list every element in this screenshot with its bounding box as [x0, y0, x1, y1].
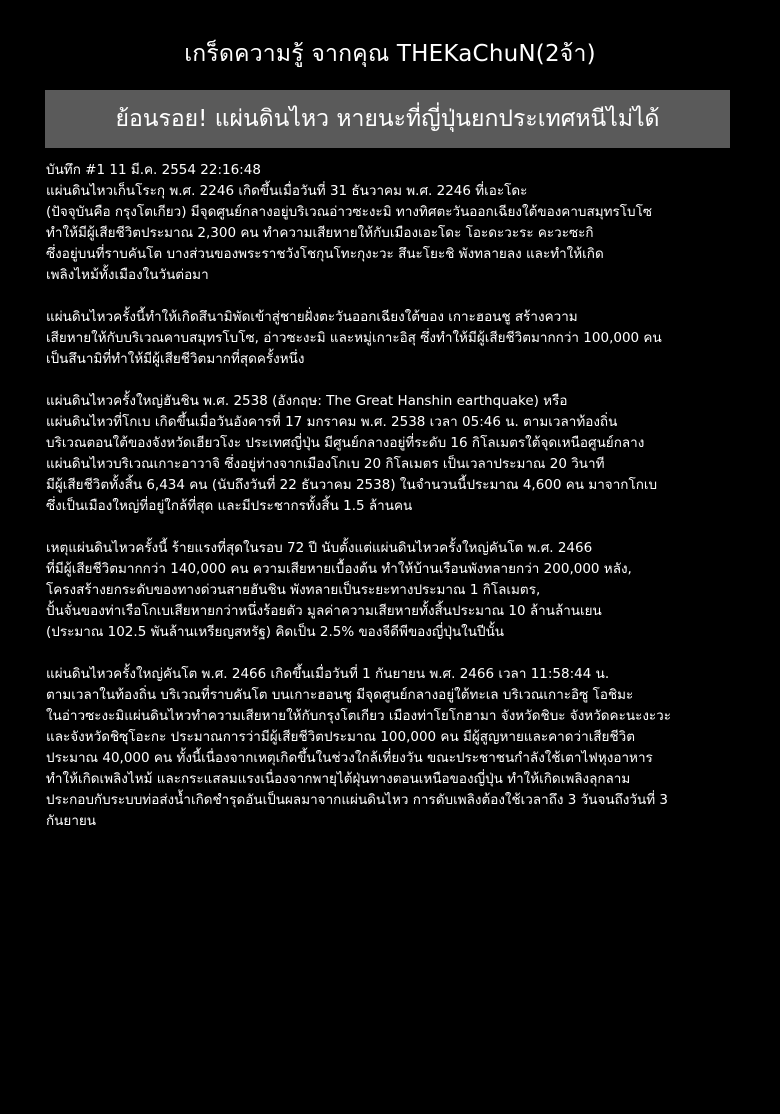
page-header: เกร็ดความรู้ จากคุณ THEKaChuN(2จ้า) — [184, 41, 596, 67]
note-line: บันทึก #1 11 มี.ค. 2554 22:16:48 — [46, 162, 261, 178]
paragraph-2 — [46, 307, 771, 370]
text-line: ทำให้เกิดเพลิงไหม้ และกระแสลมแรงเนื่องจากพายุไต้ฝุ่นทางตอนเหนือของญี่ปุ่น ทำให้เกิดเพลิงลุกลาม — [46, 771, 631, 787]
article-body — [46, 160, 771, 832]
text-line: มีผู้เสียชีวิตทั้งสิ้น 6,434 คน (นับถึงวันที่ 22 ธันวาคม 2538) ในจำนวนนี้ประมาณ 4,600 คน มาจากโกเบ — [46, 477, 658, 493]
paragraph-4 — [46, 538, 771, 643]
text-line: ปั้นจั่นของท่าเรือโกเบเสียหายกว่าหนึ่งร้อยตัว มูลค่าความเสียหายทั้งสิ้นประมาณ 10 ล้านล้านเยน — [46, 603, 602, 619]
text-line: (ประมาณ 102.5 พันล้านเหรียญสหรัฐ) คิดเป็น 2.5% ของจีดีพีของญี่ปุ่นในปีนั้น — [46, 624, 505, 640]
text-line: ประกอบกับระบบท่อส่งน้ำเกิดชำรุดอันเป็นผลมาจากแผ่นดินไหว การดับเพลิงต้องใช้เวลาถึง 3 วันจนถึงวันที่ 3 — [46, 792, 668, 808]
text-line: (ปัจจุบันคือ กรุงโตเกียว) มีจุดศูนย์กลางอยู่บริเวณอ่าวซะงะมิ ทางทิศตะวันออกเฉียงใต้ของคาบสมุทรโบโซ — [46, 204, 652, 220]
text-line: แผ่นดินไหวครั้งใหญ่คันโต พ.ศ. 2466 เกิดขึ้นเมื่อวันที่ 1 กันยายน พ.ศ. 2466 เวลา 11:58:44 น. — [46, 666, 610, 682]
text-line: ตามเวลาในท้องถิ่น บริเวณที่ราบคันโต บนเกาะฮอนชู มีจุดศูนย์กลางอยู่ใต้ทะเล บริเวณเกาะอิซู โอชิมะ — [46, 687, 634, 703]
text-line: บริเวณตอนใต้ของจังหวัดเฮียวโงะ ประเทศญี่ปุ่น มีศูนย์กลางอยู่ที่ระดับ 16 กิโลเมตรใต้จุดเหนือศูนย์กลาง — [46, 435, 645, 451]
paragraph-1 — [46, 160, 771, 286]
text-line: แผ่นดินไหวครั้งนี้ทำให้เกิดสึนามิพัดเข้าสู่ชายฝั่งตะวันออกเฉียงใต้ของ เกาะฮอนชู สร้างความ — [46, 309, 578, 325]
text-line: เพลิงไหม้ทั้งเมืองในวันต่อมา — [46, 267, 209, 283]
text-line: โครงสร้างยกระดับของทางด่วนสายฮันชิน พังทลายเป็นระยะทางประมาณ 1 กิโลเมตร, — [46, 582, 541, 598]
text-line: ซึ่งเป็นเมืองใหญ่ที่อยู่ใกล้ที่สุด และมีประชากรทั้งสิ้น 1.5 ล้านคน — [46, 498, 413, 514]
article-title: ย้อนรอย! แผ่นดินไหว หายนะที่ญี่ปุ่นยกประเทศหนีไม่ได้ — [115, 106, 660, 132]
text-line: แผ่นดินไหวเก็นโระกุ พ.ศ. 2246 เกิดขึ้นเมื่อวันที่ 31 ธันวาคม พ.ศ. 2246 ที่เอะโดะ — [46, 183, 528, 199]
paragraph-5 — [46, 664, 771, 832]
text-line: ทำให้มีผู้เสียชีวิตประมาณ 2,300 คน ทำความเสียหายให้กับเมืองเอะโดะ โอะดะวะระ คะวะซะกิ — [46, 225, 594, 241]
text-line: และจังหวัดชิซุโอะกะ ประมาณการว่ามีผู้เสียชีวิตประมาณ 100,000 คน มีผู้สูญหายและคาดว่าเสียชีวิต — [46, 729, 635, 745]
text-line: แผ่นดินไหวครั้งใหญ่ฮันชิน พ.ศ. 2538 (อังกฤษ: The Great Hanshin earthquake) หรือ — [46, 393, 568, 409]
text-line: เหตุแผ่นดินไหวครั้งนี้ ร้ายแรงที่สุดในรอบ 72 ปี นับตั้งแต่แผ่นดินไหวครั้งใหญ่คันโต พ.ศ. 2466 — [46, 540, 593, 556]
text-line: กันยายน — [46, 813, 97, 829]
text-line: เสียหายให้กับบริเวณคาบสมุทรโบโซ, อ่าวซะงะมิ และหมู่เกาะอิสุ ซึ่งทำให้มีผู้เสียชีวิตมากกว่า 100,000 คน — [46, 330, 662, 346]
text-line: แผ่นดินไหวที่โกเบ เกิดขึ้นเมื่อวันอังคารที่ 17 มกราคม พ.ศ. 2538 เวลา 05:46 น. ตามเวลาท้องถิ่น — [46, 414, 618, 430]
title-bar — [45, 90, 730, 148]
text-line: ซึ่งอยู่บนที่ราบคันโต บางส่วนของพระราชวังโชกุนโทะกุงะวะ สึนะโยะชิ พังทลายลง และทำให้เกิด — [46, 246, 604, 262]
text-line: เป็นสึนามิที่ทำให้มีผู้เสียชีวิตมากที่สุดครั้งหนึ่ง — [46, 351, 305, 367]
paragraph-3 — [46, 391, 771, 517]
text-line: ที่มีผู้เสียชีวิตมากกว่า 140,000 คน ความเสียหายเบื้องต้น ทำให้บ้านเรือนพังทลายกว่า 200,000 หลัง, — [46, 561, 632, 577]
text-line: ในอ่าวซะงะมิแผ่นดินไหวทำความเสียหายให้กับกรุงโตเกียว เมืองท่าโยโกฮามา จังหวัดชิบะ จังหวัดคะนะงะวะ — [46, 708, 671, 724]
text-line: ประมาณ 40,000 คน ทั้งนี้เนื่องจากเหตุเกิดขึ้นในช่วงใกล้เที่ยงวัน ขณะประชาชนกำลังใช้เตาไฟหุงอาหาร — [46, 750, 653, 766]
text-line: แผ่นดินไหวบริเวณเกาะอาวาจิ ซึ่งอยู่ห่างจากเมืองโกเบ 20 กิโลเมตร เป็นเวลาประมาณ 20 วินาที — [46, 456, 605, 472]
